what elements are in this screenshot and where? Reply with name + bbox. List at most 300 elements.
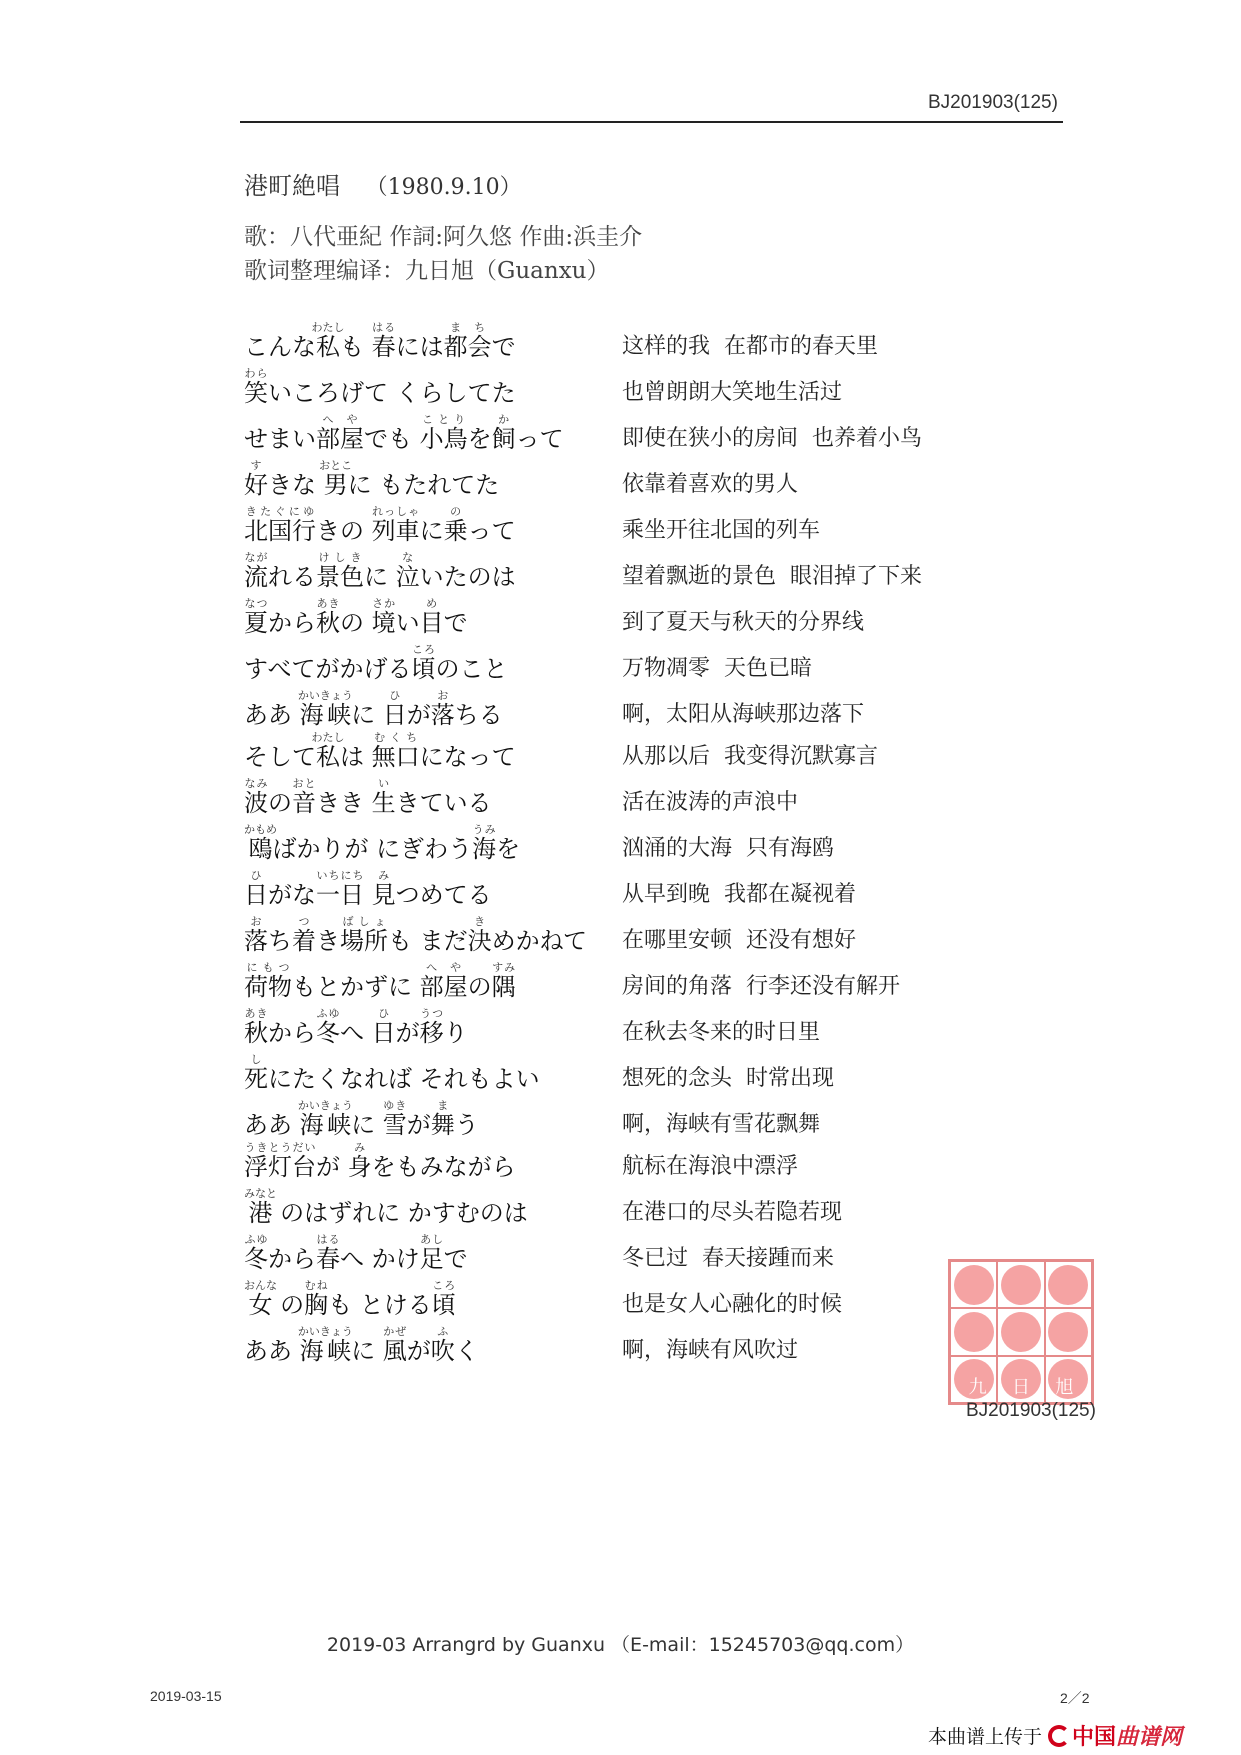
- lyric-row: [244, 1094, 1004, 1140]
- furigana-reading: かいきょう: [297, 1099, 353, 1112]
- kana-text: で: [491, 333, 516, 361]
- furigana-word: [419, 961, 468, 1001]
- kanji-text: 鴎: [244, 835, 277, 863]
- kana-text: から: [268, 609, 316, 637]
- furigana-reading: な: [395, 551, 420, 564]
- kana-text: ああ: [244, 701, 300, 729]
- furigana-reading: つ: [292, 915, 316, 928]
- kana-text: へ かけ: [340, 1245, 420, 1273]
- furigana-word: [244, 367, 268, 407]
- kanji-text: 胸: [304, 1291, 329, 1319]
- lyric-japanese: [244, 367, 622, 408]
- furigana-reading: ことり: [419, 413, 468, 426]
- kanji-text: 列車: [371, 517, 420, 545]
- furigana-word: [244, 505, 316, 545]
- kanji-text: 笑: [244, 379, 268, 407]
- kanji-text: 音: [292, 789, 316, 817]
- kanji-text: 乗: [443, 517, 468, 545]
- lyric-chinese: 即使在狭小的房间 也养着小鸟: [622, 426, 922, 451]
- lyric-row: [244, 638, 1004, 684]
- furigana-word: [316, 1233, 340, 1273]
- furigana-word: [491, 413, 516, 453]
- furigana-reading: お: [430, 689, 455, 702]
- kanji-text: 吹: [430, 1337, 455, 1365]
- kanji-text: 頃: [411, 655, 436, 683]
- furigana-word: [382, 1099, 407, 1139]
- kana-text: れる: [268, 563, 316, 591]
- kana-text: を: [496, 835, 521, 863]
- kanji-text: 舞: [430, 1111, 455, 1139]
- kana-text: い: [395, 609, 420, 637]
- lyric-japanese: [244, 777, 622, 818]
- kana-text: のはずれに かすむのは: [272, 1199, 528, 1227]
- seal-dot: [954, 1265, 994, 1305]
- furigana-word: [411, 643, 436, 683]
- furigana-word: [316, 413, 364, 453]
- furigana-word: [304, 1279, 329, 1319]
- furigana-word: [244, 1279, 277, 1319]
- furigana-word: [244, 597, 268, 637]
- furigana-reading: うみ: [472, 823, 497, 836]
- lyric-chinese: 啊，海峡有雪花飘舞: [622, 1112, 821, 1137]
- furigana-word: [430, 1099, 455, 1139]
- kana-text: の: [268, 789, 292, 817]
- furigana-reading: ころ: [431, 1279, 456, 1292]
- kana-text: の: [467, 973, 492, 1001]
- kana-text: きの: [316, 517, 372, 545]
- furigana-word: [244, 777, 268, 817]
- lyric-chinese: 啊，太阳从海峡那边落下: [622, 702, 865, 727]
- lyric-chinese: 活在波涛的声浪中: [622, 790, 799, 815]
- lyric-japanese: [244, 1007, 622, 1048]
- furigana-word: [430, 689, 455, 729]
- kanji-text: 波: [244, 789, 268, 817]
- furigana-word: [244, 1053, 268, 1093]
- kanji-text: 私: [311, 333, 345, 361]
- kanji-text: 着: [292, 927, 316, 955]
- seal-dot: [954, 1312, 994, 1352]
- furigana-reading: の: [443, 505, 468, 518]
- kana-text: をもみながら: [371, 1153, 516, 1181]
- furigana-reading: いちにち: [316, 869, 364, 882]
- song-credits: 歌：八代亜紀 作詞:阿久悠 作曲:浜圭介: [244, 224, 643, 250]
- furigana-reading: かもめ: [244, 823, 277, 836]
- furigana-word: [297, 1099, 353, 1139]
- kanji-text: 落: [244, 927, 268, 955]
- kana-text: に もたれてた: [347, 471, 500, 499]
- kanji-text: 部屋: [316, 425, 364, 453]
- furigana-reading: ひ: [382, 689, 407, 702]
- furigana-word: [371, 869, 396, 909]
- lyric-chinese: 乘坐开往北国的列车: [622, 518, 821, 543]
- header-code: BJ201903(125): [928, 92, 1058, 113]
- lyric-japanese: [244, 1187, 622, 1228]
- kanji-text: 移: [419, 1019, 444, 1047]
- furigana-reading: きたぐにゆ: [244, 505, 316, 518]
- furigana-reading: うつ: [419, 1007, 444, 1020]
- kanji-text: 境: [371, 609, 396, 637]
- lyric-row: [244, 500, 1004, 546]
- furigana-reading: ふゆ: [244, 1233, 268, 1246]
- upload-text: 本曲谱上传于: [928, 1726, 1043, 1748]
- footer-page-number: 2／2: [1060, 1690, 1090, 1706]
- lyric-chinese: 从早到晚 我都在凝视着: [622, 882, 856, 907]
- kana-text: の: [272, 1291, 305, 1319]
- seal-stamp: [948, 1259, 1094, 1405]
- furigana-reading: ま: [430, 1099, 455, 1112]
- kana-text: いころげて くらしてた: [268, 379, 516, 407]
- kanji-text: 秋: [244, 1019, 268, 1047]
- kana-text: がな: [268, 881, 316, 909]
- kana-text: き: [316, 927, 340, 955]
- furigana-reading: れっしゃ: [371, 505, 420, 518]
- lyrics-stanza-2: [244, 726, 1004, 1140]
- furigana-word: [431, 1279, 456, 1319]
- lyric-japanese: [244, 413, 622, 454]
- site-logo-icon: [1048, 1725, 1070, 1747]
- kanji-text: 秋: [316, 609, 340, 637]
- lyrics-stanza-1: [244, 316, 1004, 730]
- furigana-reading: あき: [244, 1007, 268, 1020]
- furigana-word: [316, 551, 364, 591]
- furigana-word: [311, 731, 345, 771]
- kanji-text: 日: [371, 1019, 396, 1047]
- kanji-text: 一日: [316, 881, 364, 909]
- furigana-word: [419, 1233, 444, 1273]
- kanji-text: 日: [382, 701, 407, 729]
- lyric-chinese: 在港口的尽头若隐若现: [622, 1200, 843, 1225]
- furigana-reading: し: [244, 1053, 268, 1066]
- seal-char: 九: [968, 1377, 987, 1398]
- kanji-text: 見: [371, 881, 396, 909]
- furigana-reading: ゆき: [382, 1099, 407, 1112]
- seal-char: 旭: [1055, 1377, 1074, 1398]
- furigana-reading: おとこ: [319, 459, 353, 472]
- kana-text: が: [406, 1111, 431, 1139]
- furigana-reading: ばしょ: [340, 915, 388, 928]
- kana-text: に: [351, 1337, 383, 1365]
- kanji-text: 海峡: [297, 701, 353, 729]
- furigana-reading: まち: [443, 321, 492, 334]
- furigana-word: [382, 1325, 407, 1365]
- song-date: （1980.9.10）: [365, 175, 522, 200]
- lyric-row: [244, 1320, 1004, 1366]
- furigana-reading: す: [244, 459, 268, 472]
- furigana-reading: き: [467, 915, 492, 928]
- kana-text: に: [419, 517, 444, 545]
- lyric-japanese: [244, 1233, 622, 1274]
- footer-date: 2019-03-15: [150, 1688, 222, 1704]
- lyric-japanese: [244, 551, 622, 592]
- lyric-chinese: 到了夏天与秋天的分界线: [622, 610, 865, 635]
- kana-text: り: [443, 1019, 468, 1047]
- kana-text: そして: [244, 743, 316, 771]
- lyric-row: [244, 316, 1004, 362]
- lyric-row: [244, 956, 1004, 1002]
- furigana-reading: め: [419, 597, 444, 610]
- site-logo[interactable]: [1048, 1720, 1182, 1751]
- lyric-japanese: [244, 1099, 622, 1140]
- kanji-text: 北国行: [244, 517, 316, 545]
- lyric-japanese: [244, 869, 622, 910]
- furigana-word: [371, 597, 396, 637]
- kanji-text: 浮灯台: [244, 1153, 316, 1181]
- furigana-word: [244, 551, 268, 591]
- kana-text: から: [268, 1019, 316, 1047]
- seal-dot: [1048, 1265, 1088, 1305]
- furigana-reading: なが: [244, 551, 268, 564]
- furigana-word: [292, 915, 316, 955]
- furigana-word: [491, 961, 516, 1001]
- lyric-chinese: 这样的我 在都市的春天里: [622, 334, 878, 359]
- song-title: [244, 166, 522, 201]
- furigana-word: [371, 321, 396, 361]
- kanji-text: 港: [244, 1199, 277, 1227]
- lyric-chinese: 也曾朗朗大笑地生活过: [622, 380, 843, 405]
- furigana-reading: むくち: [371, 731, 420, 744]
- furigana-reading: かぜ: [382, 1325, 407, 1338]
- furigana-reading: みなと: [244, 1187, 277, 1200]
- furigana-word: [311, 321, 345, 361]
- seal-dot: [1001, 1312, 1041, 1352]
- lyric-japanese: [244, 643, 622, 684]
- upload-notice[interactable]: [928, 1720, 1182, 1751]
- furigana-word: [316, 869, 364, 909]
- site-name-b: 曲谱网: [1116, 1725, 1183, 1750]
- lyric-japanese: [244, 459, 622, 500]
- furigana-word: [371, 505, 420, 545]
- lyric-row: [244, 726, 1004, 772]
- furigana-reading: わたし: [311, 321, 345, 334]
- kanji-text: 決: [467, 927, 492, 955]
- kanji-text: 無口: [371, 743, 420, 771]
- furigana-reading: わたし: [311, 731, 345, 744]
- kana-text: つめてる: [395, 881, 492, 909]
- kana-text: にたくなれば それもよい: [268, 1065, 540, 1093]
- kanji-text: 頃: [431, 1291, 456, 1319]
- furigana-word: [443, 505, 468, 545]
- furigana-word: [244, 1187, 277, 1227]
- furigana-reading: にもつ: [244, 961, 292, 974]
- kana-text: も: [340, 333, 372, 361]
- kanji-text: 荷物: [244, 973, 292, 1001]
- kanji-text: 好: [244, 471, 268, 499]
- lyric-row: [244, 1228, 1004, 1274]
- furigana-word: [340, 915, 388, 955]
- furigana-word: [319, 459, 353, 499]
- kanji-text: 部屋: [419, 973, 468, 1001]
- kana-text: へ: [340, 1019, 372, 1047]
- lyric-chinese: 房间的角落 行李还没有解开: [622, 974, 900, 999]
- furigana-word: [472, 823, 497, 863]
- lyric-row: [244, 454, 1004, 500]
- furigana-reading: わら: [244, 367, 268, 380]
- lyric-row: [244, 1048, 1004, 1094]
- lyric-japanese: [244, 823, 622, 864]
- furigana-reading: あし: [419, 1233, 444, 1246]
- furigana-word: [297, 1325, 353, 1365]
- kanji-text: 場所: [340, 927, 388, 955]
- furigana-reading: か: [491, 413, 516, 426]
- kanji-text: 小鳥: [419, 425, 468, 453]
- kana-text: が: [406, 1337, 431, 1365]
- lyric-row: [244, 864, 1004, 910]
- kana-text: で: [443, 609, 468, 637]
- seal-char: 日: [1011, 1377, 1030, 1398]
- kanji-text: 都会: [443, 333, 492, 361]
- furigana-reading: なつ: [244, 597, 268, 610]
- kana-text: ち: [268, 927, 292, 955]
- site-name-a: 中国: [1072, 1725, 1117, 1750]
- furigana-word: [244, 961, 292, 1001]
- kanji-text: 冬: [244, 1245, 268, 1273]
- lyric-japanese: [244, 689, 622, 730]
- lyric-japanese: [244, 1279, 622, 1320]
- kana-text: すべてがかげる: [244, 655, 412, 683]
- lyric-japanese: [244, 961, 622, 1002]
- furigana-reading: かいきょう: [297, 1325, 353, 1338]
- furigana-reading: ふゆ: [316, 1007, 340, 1020]
- furigana-reading: み: [347, 1141, 372, 1154]
- furigana-word: [244, 869, 268, 909]
- kana-text: に: [351, 1111, 383, 1139]
- furigana-word: [371, 1007, 396, 1047]
- kana-text: って: [515, 425, 564, 453]
- kana-text: ばかりが にぎわう: [272, 835, 473, 863]
- kana-text: きな: [268, 471, 324, 499]
- footer-arranged: 2019-03 Arrangrd by Guanxu （E-mail：15245703@qq.com）: [326, 1634, 915, 1656]
- kanji-text: 生: [371, 789, 396, 817]
- lyric-chinese: 在秋去冬来的时日里: [622, 1020, 821, 1045]
- seal-dot: [1001, 1265, 1041, 1305]
- kana-text: に: [364, 563, 396, 591]
- kana-text: でも: [364, 425, 420, 453]
- furigana-word: [430, 1325, 455, 1365]
- lyric-chinese: 汹涌的大海 只有海鸥: [622, 836, 834, 861]
- kanji-text: 隅: [491, 973, 516, 1001]
- furigana-word: [316, 597, 340, 637]
- kanji-text: 雪: [382, 1111, 407, 1139]
- kana-text: の: [340, 609, 372, 637]
- furigana-word: [419, 1007, 444, 1047]
- kana-text: も まだ: [388, 927, 468, 955]
- furigana-word: [419, 413, 468, 453]
- furigana-word: [292, 777, 316, 817]
- kanji-text: 海峡: [297, 1337, 353, 1365]
- furigana-word: [419, 597, 444, 637]
- kana-text: が: [395, 1019, 420, 1047]
- kana-text: めかねて: [491, 927, 588, 955]
- kana-text: には: [395, 333, 444, 361]
- kana-text: こんな: [244, 333, 316, 361]
- kanji-text: 私: [311, 743, 345, 771]
- furigana-word: [382, 689, 407, 729]
- furigana-reading: い: [371, 777, 396, 790]
- lyric-japanese: [244, 915, 622, 956]
- seal-code: BJ201903(125): [966, 1400, 1096, 1421]
- kanji-text: 流: [244, 563, 268, 591]
- lyric-row: [244, 910, 1004, 956]
- lyric-row: [244, 408, 1004, 454]
- seal-dot: [1048, 1312, 1088, 1352]
- lyric-row: [244, 1002, 1004, 1048]
- kanji-text: 春: [371, 333, 396, 361]
- song-arranger: 歌词整理编译：九日旭（Guanxu）: [244, 258, 610, 284]
- kana-text: ああ: [244, 1337, 300, 1365]
- kanji-text: 女: [244, 1291, 277, 1319]
- lyric-row: [244, 1136, 1004, 1182]
- kana-text: いたのは: [419, 563, 516, 591]
- kanji-text: 海峡: [297, 1111, 353, 1139]
- furigana-reading: はる: [371, 321, 396, 334]
- furigana-word: [297, 689, 353, 729]
- song-title-text: 港町絶唱: [244, 172, 340, 200]
- kana-text: [364, 881, 372, 909]
- lyric-chinese: 万物凋零 天色已暗: [622, 656, 812, 681]
- kana-text: になって: [419, 743, 516, 771]
- furigana-word: [244, 1007, 268, 1047]
- furigana-reading: はる: [316, 1233, 340, 1246]
- furigana-reading: けしき: [316, 551, 364, 564]
- lyric-chinese: 想死的念头 时常出现: [622, 1066, 834, 1091]
- kanji-text: 日: [244, 881, 268, 909]
- kana-text: も とける: [328, 1291, 432, 1319]
- lyric-japanese: [244, 597, 622, 638]
- lyric-japanese: [244, 1141, 622, 1182]
- furigana-reading: ころ: [411, 643, 436, 656]
- lyric-japanese: [244, 1053, 622, 1094]
- lyric-chinese: 依靠着喜欢的男人: [622, 472, 799, 497]
- kanji-text: 風: [382, 1337, 407, 1365]
- kana-text: のこと: [435, 655, 508, 683]
- kana-text: を: [467, 425, 492, 453]
- kanji-text: 落: [430, 701, 455, 729]
- lyric-row: [244, 592, 1004, 638]
- kana-text: って: [467, 517, 516, 545]
- kanji-text: 足: [419, 1245, 444, 1273]
- furigana-word: [244, 1233, 268, 1273]
- furigana-word: [395, 551, 420, 591]
- lyric-row: [244, 772, 1004, 818]
- header-rule: [240, 121, 1063, 123]
- kana-text: う: [454, 1111, 479, 1139]
- kanji-text: 冬: [316, 1019, 340, 1047]
- kanji-text: 泣: [395, 563, 420, 591]
- kanji-text: 景色: [316, 563, 364, 591]
- furigana-reading: むね: [304, 1279, 329, 1292]
- furigana-reading: お: [244, 915, 268, 928]
- kana-text: に: [351, 701, 383, 729]
- furigana-word: [316, 1007, 340, 1047]
- lyric-japanese: [244, 731, 622, 772]
- kanji-text: 身: [347, 1153, 372, 1181]
- kanji-text: 夏: [244, 609, 268, 637]
- furigana-word: [371, 777, 396, 817]
- lyric-chinese: 啊，海峡有风吹过: [622, 1338, 799, 1363]
- kanji-text: 死: [244, 1065, 268, 1093]
- kana-text: せまい: [244, 425, 316, 453]
- kana-text: もとかずに: [292, 973, 420, 1001]
- lyric-chinese: 也是女人心融化的时候: [622, 1292, 843, 1317]
- lyric-chinese: 冬已过 春天接踵而来: [622, 1246, 834, 1271]
- furigana-reading: すみ: [491, 961, 516, 974]
- lyric-row: [244, 818, 1004, 864]
- lyric-row: [244, 684, 1004, 730]
- seal-chars: [956, 1373, 1086, 1399]
- kana-text: きている: [395, 789, 492, 817]
- furigana-reading: おと: [292, 777, 316, 790]
- furigana-word: [244, 1141, 316, 1181]
